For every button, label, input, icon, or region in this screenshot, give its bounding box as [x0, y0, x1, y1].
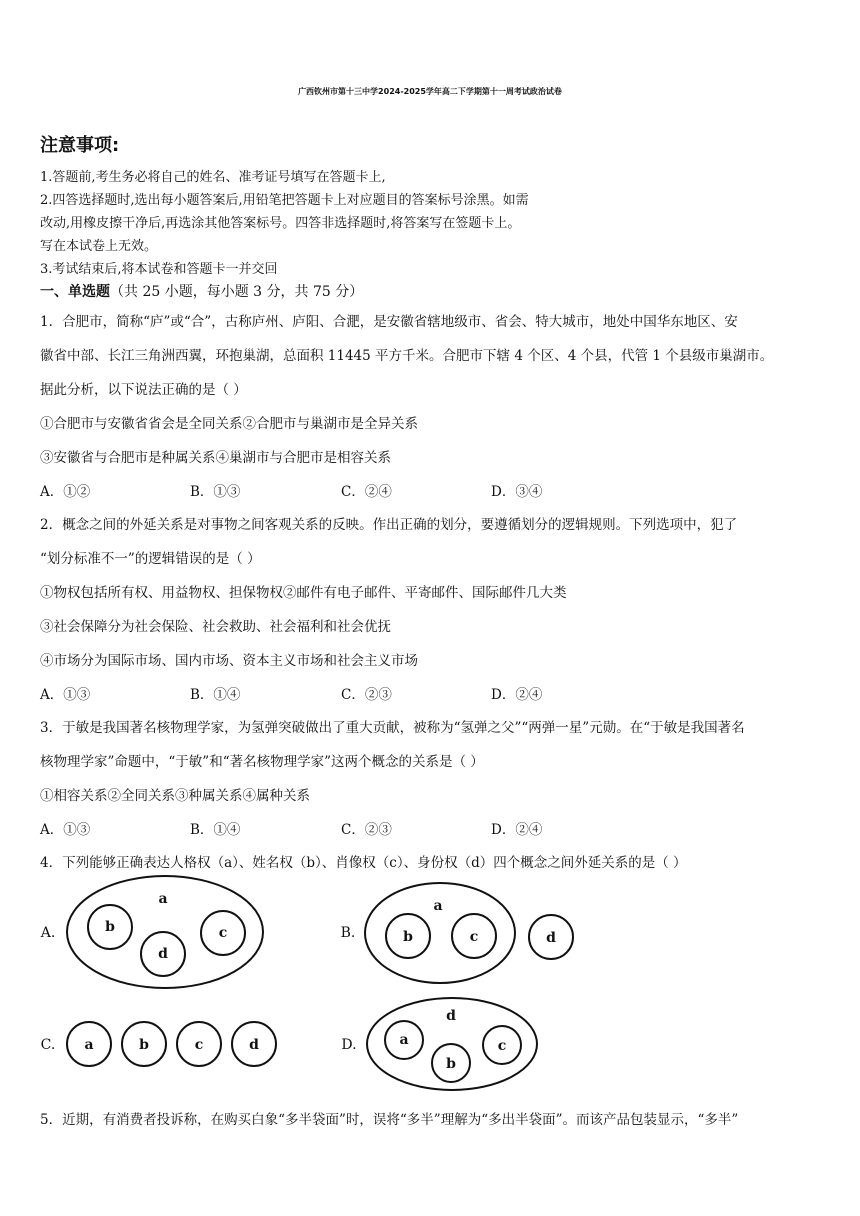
q3-statement-1: ①相容关系②全同关系③种属关系④属种关系	[40, 788, 310, 804]
q1-line-1: 1．合肥市，简称“庐”或“合”，古称庐州、庐阳、合淝，是安徽省辖地级市、省会、特大城市，地处中国华东地区、安	[40, 314, 738, 330]
notice-line-4: 写在本试卷上无效。	[40, 239, 158, 254]
q1-option-b[interactable]: B．①③	[190, 484, 241, 500]
notice-line-3: 改动,用橡皮擦干净后,再选涂其他答案标号。四答非选择题时,将答案写在签题卡上。	[40, 216, 521, 231]
q1-option-a[interactable]: A．①②	[40, 484, 91, 500]
q5-line: 5．近期，有消费者投诉称，在购买白象“多半袋面”时，误将“多半”理解为“多出半袋面”。而该产品包装显示，“多半”	[40, 1112, 739, 1128]
notice-line-2: 2.四答选择题时,选出每小题答案后,用铅笔把答题卡上对应题目的答案标号涂黑。如需	[40, 193, 529, 208]
diagram-d-label-d: d	[446, 1008, 456, 1024]
q1-statement-2: ③安徽省与合肥市是种属关系④巢湖市与合肥市是相容关系	[40, 450, 391, 466]
diagram-a-label-a: a	[158, 891, 168, 907]
q2-statement-1: ①物权包括所有权、用益物权、担保物权②邮件有电子邮件、平寄邮件、国际邮件几大类	[40, 585, 567, 601]
q3-line-1: 3．于敏是我国著名核物理学家，为氢弹突破做出了重大贡献，被称为“氢弹之父”“两弹一星”元勋。在“于敏是我国著名	[40, 720, 745, 736]
q1-line-3: 据此分析，以下说法正确的是（ ）	[40, 382, 247, 398]
q1-option-d[interactable]: D．③④	[491, 484, 543, 500]
diagram-c-label-d: d	[249, 1037, 259, 1053]
q1-statement-1: ①合肥市与安徽省省会是全同关系②合肥市与巢湖市是全异关系	[40, 416, 418, 432]
q1-option-c[interactable]: C．②④	[341, 484, 392, 500]
diagram-b-label-b: b	[403, 929, 413, 945]
diagram-a-label-d: d	[158, 946, 168, 962]
diagram-c-label-c: c	[194, 1037, 204, 1053]
q3-option-b[interactable]: B．①④	[190, 822, 241, 838]
q3-option-a[interactable]: A．①③	[40, 822, 91, 838]
diagram-c-label-b: b	[139, 1037, 149, 1053]
q3-option-c[interactable]: C．②③	[341, 822, 392, 838]
diagram-a-label-c: c	[218, 925, 228, 941]
section-title: 一、单选题	[40, 284, 110, 300]
q4-line: 4．下列能够正确表达人格权（a）、姓名权（b）、肖像权（c）、身份权（d）四个概念之间外延关系的是（ ）	[40, 855, 687, 871]
diagram-a-option-label[interactable]: A.	[40, 925, 56, 941]
diagram-a-label-b: b	[105, 919, 115, 935]
diagram-b-option-label[interactable]: B.	[340, 925, 356, 941]
q3-option-d[interactable]: D．②④	[491, 822, 543, 838]
q2-statement-3: ④市场分为国际市场、国内市场、资本主义市场和社会主义市场	[40, 653, 418, 669]
diagram-b-label-d: d	[546, 930, 556, 946]
diagram-d-option-label[interactable]: D.	[341, 1037, 357, 1053]
exam-title: 广西钦州市第十三中学2024-2025学年高二下学期第十一周考试政治试卷	[298, 87, 562, 96]
q2-option-d[interactable]: D．②④	[491, 687, 543, 703]
notice-line-1: 1.答题前,考生务必将自己的姓名、准考证号填写在答题卡上,	[40, 170, 386, 185]
notice-line-5: 3.考试结束后,将本试卷和答题卡一并交回	[40, 262, 278, 277]
q1-line-2: 徽省中部、长江三角洲西翼，环抱巢湖，总面积 11445 平方千米。合肥市下辖 4 个区、4 个县，代管 1 个县级市巢湖市。	[40, 348, 774, 364]
diagram-c-option-label[interactable]: C.	[40, 1037, 56, 1053]
diagram-d-label-b: b	[446, 1056, 456, 1072]
diagram-d-label-a: a	[399, 1032, 409, 1048]
notice-heading: 注意事项:	[40, 135, 120, 156]
diagram-c-label-a: a	[84, 1037, 94, 1053]
diagram-d-label-c: c	[497, 1038, 507, 1054]
diagram-b-label-c: c	[469, 929, 479, 945]
q2-option-b[interactable]: B．①④	[190, 687, 241, 703]
q3-line-2: 核物理学家”命题中，“于敏”和“著名核物理学家”这两个概念的关系是（ ）	[40, 754, 484, 770]
q2-statement-2: ③社会保障分为社会保险、社会救助、社会福利和社会优抚	[40, 619, 391, 635]
diagram-b-label-a: a	[433, 898, 443, 914]
section-note: （共 25 小题，每小题 3 分，共 75 分）	[110, 284, 364, 300]
q2-option-c[interactable]: C．②③	[341, 687, 392, 703]
q2-option-a[interactable]: A．①③	[40, 687, 91, 703]
q2-line-1: 2．概念之间的外延关系是对事物之间客观关系的反映。作出正确的划分，要遵循划分的逻辑规则。下列选项中，犯了	[40, 517, 738, 533]
q2-line-2: “划分标准不一”的逻辑错误的是（ ）	[40, 551, 261, 567]
